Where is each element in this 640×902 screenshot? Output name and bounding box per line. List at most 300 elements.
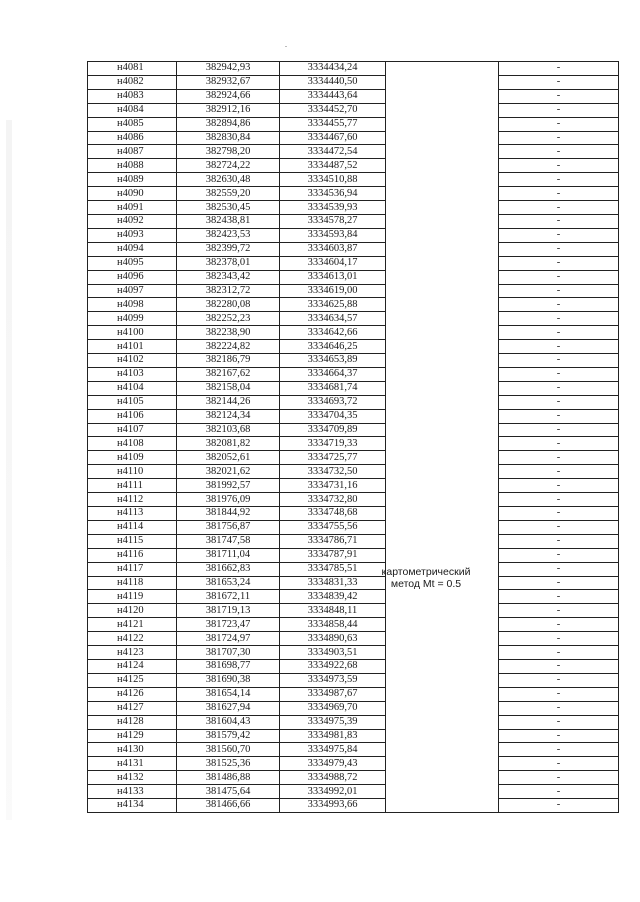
table-row	[88, 284, 619, 298]
method-cell	[386, 75, 499, 89]
x-coordinate-cell: 382186,79	[177, 354, 280, 368]
point-id-cell: н4114	[88, 520, 177, 534]
method-cell	[386, 228, 499, 242]
point-id-cell: н4129	[88, 729, 177, 743]
x-coordinate-cell: 382021,62	[177, 465, 280, 479]
mt-cell: -	[499, 757, 619, 771]
mt-cell: -	[499, 201, 619, 215]
table-row	[88, 646, 619, 660]
point-id-cell: н4121	[88, 618, 177, 632]
mt-cell: -	[499, 173, 619, 187]
method-cell	[386, 131, 499, 145]
point-id-cell: н4116	[88, 548, 177, 562]
method-cell	[386, 673, 499, 687]
method-cell	[386, 270, 499, 284]
mt-cell: -	[499, 743, 619, 757]
point-id-cell: н4100	[88, 326, 177, 340]
x-coordinate-cell: 382103,68	[177, 423, 280, 437]
x-coordinate-cell: 382924,66	[177, 89, 280, 103]
point-id-cell: н4132	[88, 771, 177, 785]
method-cell	[386, 715, 499, 729]
table-row	[88, 89, 619, 103]
method-cell	[386, 507, 499, 521]
point-id-cell: н4094	[88, 242, 177, 256]
method-cell	[386, 173, 499, 187]
point-id-cell: н4099	[88, 312, 177, 326]
y-coordinate-cell: 3334890,63	[280, 632, 386, 646]
mt-cell: -	[499, 187, 619, 201]
table-row	[88, 590, 619, 604]
method-cell	[386, 354, 499, 368]
point-id-cell: н4122	[88, 632, 177, 646]
mt-cell: -	[499, 214, 619, 228]
method-cell	[386, 103, 499, 117]
mt-cell: -	[499, 89, 619, 103]
x-coordinate-cell: 381579,42	[177, 729, 280, 743]
y-coordinate-cell: 3334839,42	[280, 590, 386, 604]
y-coordinate-cell: 3334848,11	[280, 604, 386, 618]
method-cell	[386, 534, 499, 548]
point-id-cell: н4096	[88, 270, 177, 284]
method-cell	[386, 799, 499, 813]
x-coordinate-cell: 381723,47	[177, 618, 280, 632]
table-row	[88, 131, 619, 145]
x-coordinate-cell: 382167,62	[177, 367, 280, 381]
x-coordinate-cell: 382280,08	[177, 298, 280, 312]
point-id-cell: н4081	[88, 62, 177, 76]
point-id-cell: н4109	[88, 451, 177, 465]
method-label: картометрический метод Mt = 0.5	[381, 566, 471, 590]
method-cell	[386, 187, 499, 201]
x-coordinate-cell: 381662,83	[177, 562, 280, 576]
point-id-cell: н4095	[88, 256, 177, 270]
x-coordinate-cell: 381690,38	[177, 673, 280, 687]
x-coordinate-cell: 382224,82	[177, 340, 280, 354]
table-row	[88, 632, 619, 646]
table-row	[88, 62, 619, 76]
table-row	[88, 242, 619, 256]
mt-cell: -	[499, 465, 619, 479]
y-coordinate-cell: 3334467,60	[280, 131, 386, 145]
x-coordinate-cell: 382312,72	[177, 284, 280, 298]
mt-cell: -	[499, 785, 619, 799]
method-cell	[386, 395, 499, 409]
x-coordinate-cell: 382399,72	[177, 242, 280, 256]
y-coordinate-cell: 3334440,50	[280, 75, 386, 89]
y-coordinate-cell: 3334472,54	[280, 145, 386, 159]
y-coordinate-cell: 3334969,70	[280, 701, 386, 715]
method-cell	[386, 493, 499, 507]
y-coordinate-cell: 3334613,01	[280, 270, 386, 284]
table-row	[88, 701, 619, 715]
method-cell	[386, 159, 499, 173]
x-coordinate-cell: 381672,11	[177, 590, 280, 604]
mt-cell: -	[499, 701, 619, 715]
y-coordinate-cell: 3334578,27	[280, 214, 386, 228]
method-cell	[386, 326, 499, 340]
mt-cell: -	[499, 326, 619, 340]
mt-cell: -	[499, 270, 619, 284]
x-coordinate-cell: 381486,88	[177, 771, 280, 785]
scan-speck	[285, 46, 287, 47]
point-id-cell: н4107	[88, 423, 177, 437]
table-row	[88, 214, 619, 228]
y-coordinate-cell: 3334903,51	[280, 646, 386, 660]
mt-cell: -	[499, 409, 619, 423]
mt-cell: -	[499, 590, 619, 604]
y-coordinate-cell: 3334603,87	[280, 242, 386, 256]
method-cell	[386, 145, 499, 159]
table-row	[88, 367, 619, 381]
point-id-cell: н4088	[88, 159, 177, 173]
method-cell	[386, 729, 499, 743]
mt-cell: -	[499, 159, 619, 173]
point-id-cell: н4090	[88, 187, 177, 201]
table-row	[88, 576, 619, 590]
y-coordinate-cell: 3334452,70	[280, 103, 386, 117]
x-coordinate-cell: 382912,16	[177, 103, 280, 117]
y-coordinate-cell: 3334693,72	[280, 395, 386, 409]
mt-cell: -	[499, 340, 619, 354]
x-coordinate-cell: 381756,87	[177, 520, 280, 534]
mt-cell: -	[499, 576, 619, 590]
x-coordinate-cell: 381475,64	[177, 785, 280, 799]
table-row	[88, 534, 619, 548]
y-coordinate-cell: 3334755,56	[280, 520, 386, 534]
mt-cell: -	[499, 256, 619, 270]
point-id-cell: н4106	[88, 409, 177, 423]
point-id-cell: н4124	[88, 659, 177, 673]
y-coordinate-cell: 3334443,64	[280, 89, 386, 103]
x-coordinate-cell: 382942,93	[177, 62, 280, 76]
x-coordinate-cell: 382438,81	[177, 214, 280, 228]
y-coordinate-cell: 3334434,24	[280, 62, 386, 76]
coordinates-table	[87, 61, 619, 813]
point-id-cell: н4087	[88, 145, 177, 159]
method-cell	[386, 632, 499, 646]
method-cell	[386, 687, 499, 701]
point-id-cell: н4085	[88, 117, 177, 131]
table-row	[88, 673, 619, 687]
y-coordinate-cell: 3334975,39	[280, 715, 386, 729]
method-cell	[386, 757, 499, 771]
x-coordinate-cell: 381698,77	[177, 659, 280, 673]
mt-cell: -	[499, 354, 619, 368]
table-row	[88, 312, 619, 326]
table-row	[88, 743, 619, 757]
y-coordinate-cell: 3334681,74	[280, 381, 386, 395]
method-cell	[386, 701, 499, 715]
y-coordinate-cell: 3334987,67	[280, 687, 386, 701]
method-cell	[386, 312, 499, 326]
y-coordinate-cell: 3334732,50	[280, 465, 386, 479]
x-coordinate-cell: 382252,23	[177, 312, 280, 326]
table-row	[88, 159, 619, 173]
y-coordinate-cell: 3334536,94	[280, 187, 386, 201]
method-cell	[386, 451, 499, 465]
point-id-cell: н4130	[88, 743, 177, 757]
method-cell	[386, 590, 499, 604]
x-coordinate-cell: 382124,34	[177, 409, 280, 423]
point-id-cell: н4123	[88, 646, 177, 660]
point-id-cell: н4083	[88, 89, 177, 103]
method-cell	[386, 117, 499, 131]
x-coordinate-cell: 382423,53	[177, 228, 280, 242]
x-coordinate-cell: 381976,09	[177, 493, 280, 507]
point-id-cell: н4089	[88, 173, 177, 187]
y-coordinate-cell: 3334625,88	[280, 298, 386, 312]
x-coordinate-cell: 382081,82	[177, 437, 280, 451]
table-row	[88, 354, 619, 368]
mt-cell: -	[499, 437, 619, 451]
table-row	[88, 715, 619, 729]
x-coordinate-cell: 381747,58	[177, 534, 280, 548]
y-coordinate-cell: 3334973,59	[280, 673, 386, 687]
table-row	[88, 228, 619, 242]
y-coordinate-cell: 3334642,66	[280, 326, 386, 340]
y-coordinate-cell: 3334785,51	[280, 562, 386, 576]
method-cell	[386, 785, 499, 799]
y-coordinate-cell: 3334981,83	[280, 729, 386, 743]
y-coordinate-cell: 3334922,68	[280, 659, 386, 673]
point-id-cell: н4093	[88, 228, 177, 242]
mt-cell: -	[499, 646, 619, 660]
mt-cell: -	[499, 687, 619, 701]
point-id-cell: н4112	[88, 493, 177, 507]
x-coordinate-cell: 381560,70	[177, 743, 280, 757]
method-cell	[386, 423, 499, 437]
y-coordinate-cell: 3334487,52	[280, 159, 386, 173]
x-coordinate-cell: 382724,22	[177, 159, 280, 173]
y-coordinate-cell: 3334786,71	[280, 534, 386, 548]
y-coordinate-cell: 3334704,35	[280, 409, 386, 423]
point-id-cell: н4091	[88, 201, 177, 215]
table-row	[88, 799, 619, 813]
table-row	[88, 270, 619, 284]
y-coordinate-cell: 3334988,72	[280, 771, 386, 785]
x-coordinate-cell: 381627,94	[177, 701, 280, 715]
point-id-cell: н4102	[88, 354, 177, 368]
x-coordinate-cell: 381724,97	[177, 632, 280, 646]
point-id-cell: н4104	[88, 381, 177, 395]
point-id-cell: н4128	[88, 715, 177, 729]
y-coordinate-cell: 3334725,77	[280, 451, 386, 465]
mt-cell: -	[499, 604, 619, 618]
mt-cell: -	[499, 131, 619, 145]
mt-cell: -	[499, 145, 619, 159]
x-coordinate-cell: 381525,36	[177, 757, 280, 771]
table-row	[88, 729, 619, 743]
y-coordinate-cell: 3334593,84	[280, 228, 386, 242]
y-coordinate-cell: 3334510,88	[280, 173, 386, 187]
table-row	[88, 520, 619, 534]
point-id-cell: н4108	[88, 437, 177, 451]
table-row	[88, 659, 619, 673]
coordinates-table-body	[88, 62, 619, 813]
point-id-cell: н4118	[88, 576, 177, 590]
mt-cell: -	[499, 729, 619, 743]
y-coordinate-cell: 3334731,16	[280, 479, 386, 493]
table-row	[88, 173, 619, 187]
method-cell	[386, 367, 499, 381]
mt-cell: -	[499, 242, 619, 256]
mt-cell: -	[499, 507, 619, 521]
mt-cell: -	[499, 548, 619, 562]
y-coordinate-cell: 3334634,57	[280, 312, 386, 326]
table-row	[88, 771, 619, 785]
x-coordinate-cell: 382798,20	[177, 145, 280, 159]
table-row	[88, 465, 619, 479]
mt-cell: -	[499, 520, 619, 534]
mt-cell: -	[499, 715, 619, 729]
point-id-cell: н4134	[88, 799, 177, 813]
point-id-cell: н4082	[88, 75, 177, 89]
method-cell	[386, 89, 499, 103]
mt-cell: -	[499, 367, 619, 381]
point-id-cell: н4113	[88, 507, 177, 521]
table-row	[88, 687, 619, 701]
point-id-cell: н4097	[88, 284, 177, 298]
method-cell	[386, 242, 499, 256]
y-coordinate-cell: 3334975,84	[280, 743, 386, 757]
mt-cell: -	[499, 117, 619, 131]
x-coordinate-cell: 382343,42	[177, 270, 280, 284]
x-coordinate-cell: 382158,04	[177, 381, 280, 395]
method-cell	[386, 256, 499, 270]
method-cell	[386, 646, 499, 660]
point-id-cell: н4101	[88, 340, 177, 354]
method-cell	[386, 548, 499, 562]
mt-cell: -	[499, 659, 619, 673]
point-id-cell: н4131	[88, 757, 177, 771]
mt-cell: -	[499, 75, 619, 89]
table-row	[88, 256, 619, 270]
x-coordinate-cell: 382932,67	[177, 75, 280, 89]
mt-cell: -	[499, 771, 619, 785]
y-coordinate-cell: 3334719,33	[280, 437, 386, 451]
table-row	[88, 340, 619, 354]
x-coordinate-cell: 381466,66	[177, 799, 280, 813]
table-row	[88, 548, 619, 562]
table-row	[88, 479, 619, 493]
table-row	[88, 103, 619, 117]
y-coordinate-cell: 3334664,37	[280, 367, 386, 381]
method-cell	[386, 284, 499, 298]
table-row	[88, 604, 619, 618]
x-coordinate-cell: 382144,26	[177, 395, 280, 409]
mt-cell: -	[499, 534, 619, 548]
x-coordinate-cell: 381604,43	[177, 715, 280, 729]
y-coordinate-cell: 3334604,17	[280, 256, 386, 270]
method-cell	[386, 604, 499, 618]
y-coordinate-cell: 3334709,89	[280, 423, 386, 437]
mt-cell: -	[499, 103, 619, 117]
point-id-cell: н4103	[88, 367, 177, 381]
table-row	[88, 298, 619, 312]
point-id-cell: н4111	[88, 479, 177, 493]
mt-cell: -	[499, 479, 619, 493]
point-id-cell: н4126	[88, 687, 177, 701]
method-cell	[386, 340, 499, 354]
y-coordinate-cell: 3334787,91	[280, 548, 386, 562]
method-cell	[386, 743, 499, 757]
method-cell	[386, 201, 499, 215]
table-row	[88, 507, 619, 521]
table-row	[88, 395, 619, 409]
point-id-cell: н4098	[88, 298, 177, 312]
x-coordinate-cell: 382630,48	[177, 173, 280, 187]
x-coordinate-cell: 382378,01	[177, 256, 280, 270]
y-coordinate-cell: 3334653,89	[280, 354, 386, 368]
mt-cell: -	[499, 493, 619, 507]
table-row	[88, 187, 619, 201]
point-id-cell: н4105	[88, 395, 177, 409]
y-coordinate-cell: 3334992,01	[280, 785, 386, 799]
y-coordinate-cell: 3334732,80	[280, 493, 386, 507]
table-row	[88, 75, 619, 89]
point-id-cell: н4119	[88, 590, 177, 604]
point-id-cell: н4084	[88, 103, 177, 117]
mt-cell: -	[499, 632, 619, 646]
point-id-cell: н4117	[88, 562, 177, 576]
method-cell	[386, 465, 499, 479]
point-id-cell: н4092	[88, 214, 177, 228]
mt-cell: -	[499, 423, 619, 437]
table-row	[88, 757, 619, 771]
y-coordinate-cell: 3334993,66	[280, 799, 386, 813]
method-cell	[386, 520, 499, 534]
point-id-cell: н4127	[88, 701, 177, 715]
point-id-cell: н4115	[88, 534, 177, 548]
point-id-cell: н4086	[88, 131, 177, 145]
x-coordinate-cell: 381711,04	[177, 548, 280, 562]
mt-cell: -	[499, 618, 619, 632]
x-coordinate-cell: 382052,61	[177, 451, 280, 465]
x-coordinate-cell: 381844,92	[177, 507, 280, 521]
x-coordinate-cell: 382830,84	[177, 131, 280, 145]
mt-cell: -	[499, 62, 619, 76]
point-id-cell: н4120	[88, 604, 177, 618]
point-id-cell: н4110	[88, 465, 177, 479]
table-row	[88, 785, 619, 799]
method-cell	[386, 437, 499, 451]
mt-cell: -	[499, 673, 619, 687]
table-row	[88, 423, 619, 437]
mt-cell: -	[499, 451, 619, 465]
mt-cell: -	[499, 799, 619, 813]
method-cell	[386, 62, 499, 76]
table-row	[88, 201, 619, 215]
x-coordinate-cell: 381707,30	[177, 646, 280, 660]
table-row	[88, 326, 619, 340]
table-row	[88, 409, 619, 423]
y-coordinate-cell: 3334748,68	[280, 507, 386, 521]
y-coordinate-cell: 3334539,93	[280, 201, 386, 215]
scan-edge-shadow	[6, 120, 12, 820]
y-coordinate-cell: 3334979,43	[280, 757, 386, 771]
table-row	[88, 145, 619, 159]
method-cell	[386, 659, 499, 673]
y-coordinate-cell: 3334831,33	[280, 576, 386, 590]
mt-cell: -	[499, 284, 619, 298]
mt-cell: -	[499, 381, 619, 395]
y-coordinate-cell: 3334455,77	[280, 117, 386, 131]
point-id-cell: н4125	[88, 673, 177, 687]
table-row	[88, 493, 619, 507]
mt-cell: -	[499, 562, 619, 576]
x-coordinate-cell: 381653,24	[177, 576, 280, 590]
mt-cell: -	[499, 395, 619, 409]
